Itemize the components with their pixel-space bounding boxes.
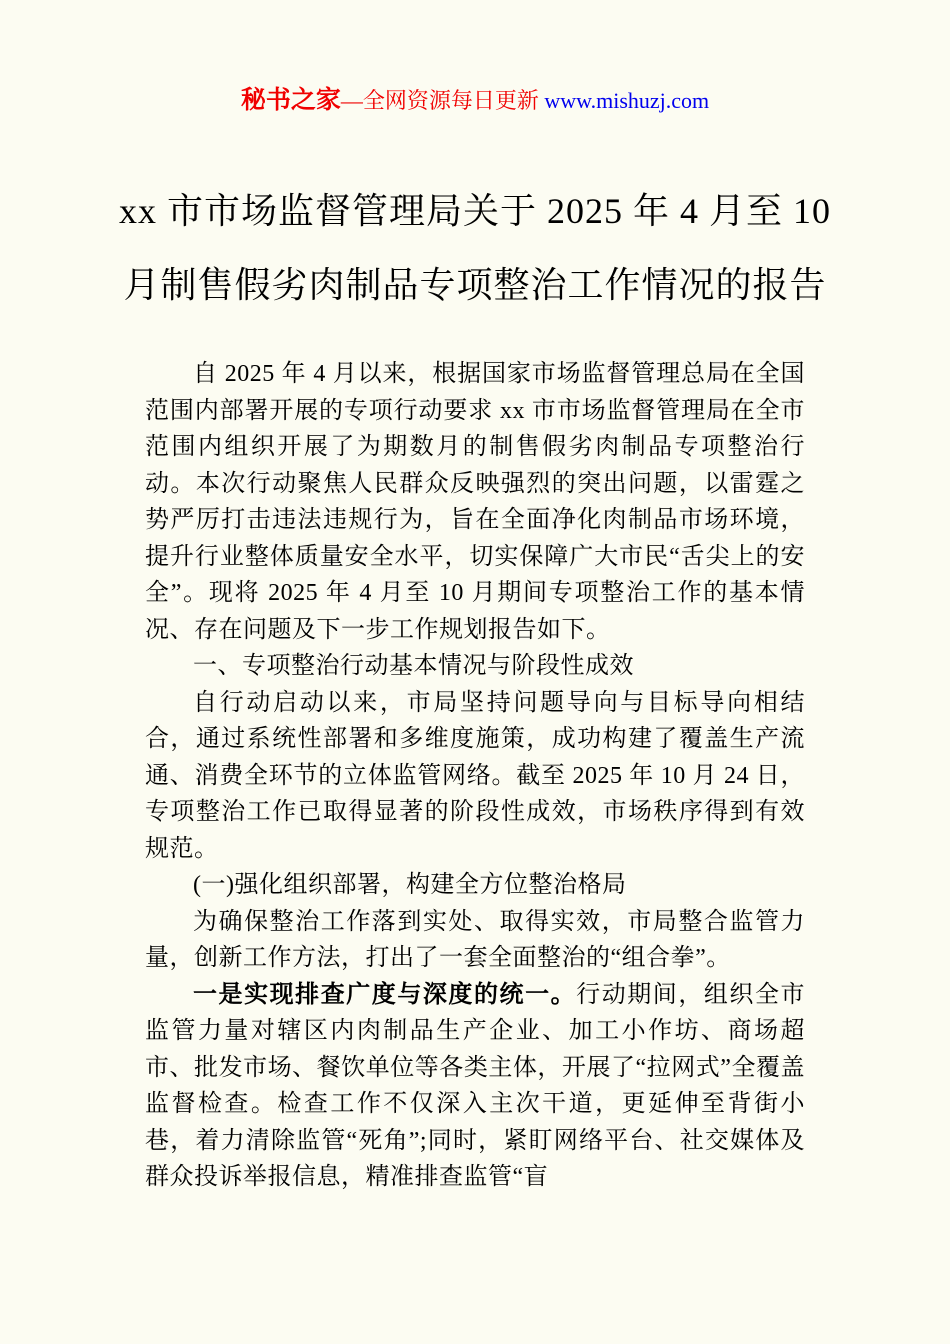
- paragraph-intro: 自 2025 年 4 月以来，根据国家市场监督管理总局在全国范围内部署开展的专项行动要求 xx 市市场监督管理局在全市范围内组织开展了为期数月的制售假劣肉制品专项整治行动。本次行动聚焦人民群众反映强烈的突出问题，以雷霆之势严厉打击违法违规行为，旨在全面净化肉制品市场环境，提升行业整体质量安全水平，切实保障广大市民“舌尖上的安全”。现将 2025 年 4 月至 10 月期间专项整治工作的基本情况、存在问题及下一步工作规划报告如下。: [145, 361, 805, 643]
- site-url-link[interactable]: www.mishuzj.com: [544, 88, 710, 113]
- site-tagline: —全网资源每日更新: [340, 88, 545, 113]
- document-title: xx 市市场监督管理局关于 2025 年 4 月至 10 月制售假劣肉制品专项整治工作情况的报告: [118, 191, 831, 305]
- paragraph-point-one: [145, 977, 805, 1196]
- site-brand: 秘书之家: [240, 87, 341, 114]
- paragraph-progress: 自行动启动以来，市局坚持问题导向与目标导向相结合，通过系统性部署和多维度施策，成功构建了覆盖生产流通、消费全环节的立体监管网络。截至 2025 年 10 月 24 日，专项整治工作已取得显著的阶段性成效，市场秩序得到有效规范。: [145, 689, 805, 862]
- paragraph-point-one-rest: 行动期间，组织全市监管力量对辖区内肉制品生产企业、加工小作坊、商场超市、批发市场、餐饮单位等各类主体，开展了“拉网式”全覆盖监督检查。检查工作不仅深入主次干道，更延伸至背街小巷，着力清除监管“死角”;同时，紧盯网络平台、社交媒体及群众投诉举报信息，精准排查监管“盲: [145, 981, 806, 1190]
- paragraph-point-one-lead: 一是实现排查广度与深度的统一。: [193, 981, 577, 1008]
- subsection-heading-1: (一)强化组织部署，构建全方位整治格局: [193, 872, 627, 898]
- section-heading-1: 一、专项整治行动基本情况与阶段性成效: [193, 653, 634, 679]
- document-body: [145, 356, 805, 1196]
- site-header: [0, 0, 950, 116]
- paragraph-measures: 为确保整治工作落到实处、取得实效，市局整合监管力量，创新工作方法，打出了一套全面整治的“组合拳”。: [145, 908, 805, 971]
